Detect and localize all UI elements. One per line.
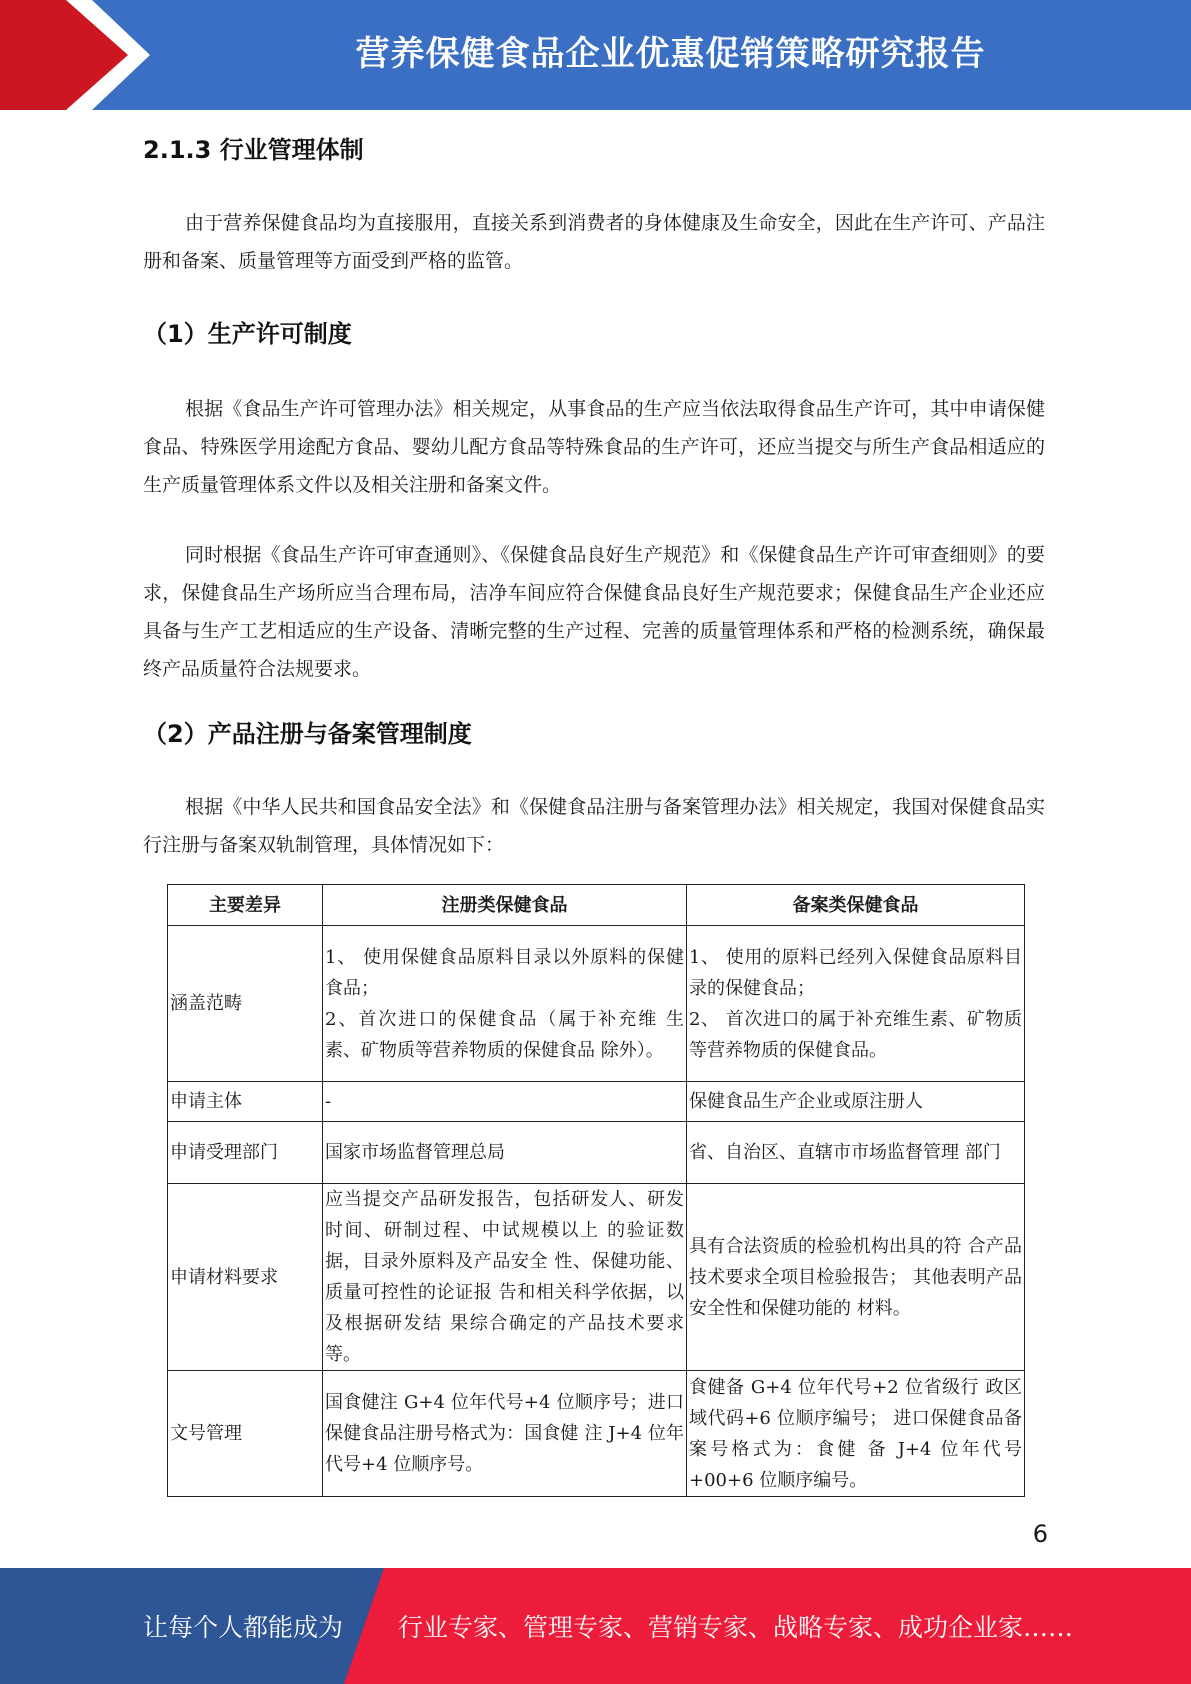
header-banner [0,0,1191,110]
table-row [168,926,1025,1082]
page-number: 6 [1032,1520,1048,1548]
registration-paragraph: 根据《中华人民共和国食品安全法》和《保健食品注册与备案管理办法》相关规定，我国对保健食品实行注册与备案双轨制管理，具体情况如下： [143,796,1045,856]
subsection-heading-production-license: （1）生产许可制度 [143,320,352,348]
report-title: 营养保健食品企业优惠促销策略研究报告 [355,34,986,74]
table-cell: 文号管理 [168,1371,323,1497]
intro-paragraph: 由于营养保健食品均为直接服用，直接关系到消费者的身体健康及生命安全，因此在生产许可、产品注册和备案、质量管理等方面受到严格的监管。 [143,212,1045,272]
footer-banner [0,1568,1191,1684]
table-cell: 1、 使用保健食品原料目录以外原料的保健食品； 2、首次进口的保健食品（属于补充维 生素、矿物质等营养物质的保健食品 除外）。 [323,926,687,1082]
table-cell: 省、自治区、直辖市市场监督管理 部门 [687,1122,1025,1184]
table-row [168,1184,1025,1371]
table-row [168,1371,1025,1497]
table-header-cell: 注册类保健食品 [323,885,687,926]
main-content [143,130,1045,864]
table-cell: 申请主体 [168,1082,323,1122]
production-license-paragraph-2: 同时根据《食品生产许可审查通则》、《保健食品良好生产规范》和《保健食品生产许可审查细则》的要求，保健食品生产场所应当合理布局，洁净车间应符合保健食品良好生产规范要求；保健食品生产企业还应具备与生产工艺相适应的生产设备、清晰完整的生产过程、完善的质量管理体系和严格的检测系统，确保最终产品质量符合法规要求。 [143,544,1045,680]
header-chevron-icon [0,0,160,110]
table-cell: 国食健注 G+4 位年代号+4 位顺序号；进口保健食品注册号格式为：国食健 注 J+4 位年代号+4 位顺序号。 [323,1371,687,1497]
table-row [168,1082,1025,1122]
table-header-row [168,885,1025,926]
section-heading: 2.1.3 行业管理体制 [143,136,364,164]
table-header-cell: 备案类保健食品 [687,885,1025,926]
table-row [168,1122,1025,1184]
table-cell: 国家市场监督管理总局 [323,1122,687,1184]
table-header-cell: 主要差异 [168,885,323,926]
table-cell: 食健备 G+4 位年代号+2 位省级行 政区域代码+6 位顺序编号； 进口保健食品备案号格式为：食健 备 J+4 位年代号+00+6 位顺序编号。 [687,1371,1025,1497]
table-cell: 保健食品生产企业或原注册人 [687,1082,1025,1122]
table-cell: 1、 使用的原料已经列入保健食品原料目录的保健食品； 2、 首次进口的属于补充维生素、矿物质等营养物质的保健食品。 [687,926,1025,1082]
table-cell: 涵盖范畴 [168,926,323,1082]
table-cell: 具有合法资质的检验机构出具的符 合产品技术要求全项目检验报告； 其他表明产品安全性和保健功能的 材料。 [687,1184,1025,1371]
production-license-paragraph-1: 根据《食品生产许可管理办法》相关规定，从事食品的生产应当依法取得食品生产许可，其中申请保健食品、特殊医学用途配方食品、婴幼儿配方食品等特殊食品的生产许可，还应当提交与所生产食品相适应的生产质量管理体系文件以及相关注册和备案文件。 [143,398,1045,496]
table-cell: 申请受理部门 [168,1122,323,1184]
table-cell: 应当提交产品研发报告，包括研发人、研发时间、研制过程、中试规模以上 的验证数据，目录外原料及产品安全 性、保健功能、质量可控性的论证报 告和相关科学依据，以及根据研发结 果综合确定的产品技术要求等。 [323,1184,687,1371]
table-cell: - [323,1082,687,1122]
subsection-heading-registration: （2）产品注册与备案管理制度 [143,720,472,748]
comparison-table [167,884,1025,1497]
footer-slogan-right: 行业专家、管理专家、营销专家、战略专家、成功企业家…… [398,1613,1074,1642]
table-cell: 申请材料要求 [168,1184,323,1371]
footer-slogan-left: 让每个人都能成为 [143,1613,344,1642]
